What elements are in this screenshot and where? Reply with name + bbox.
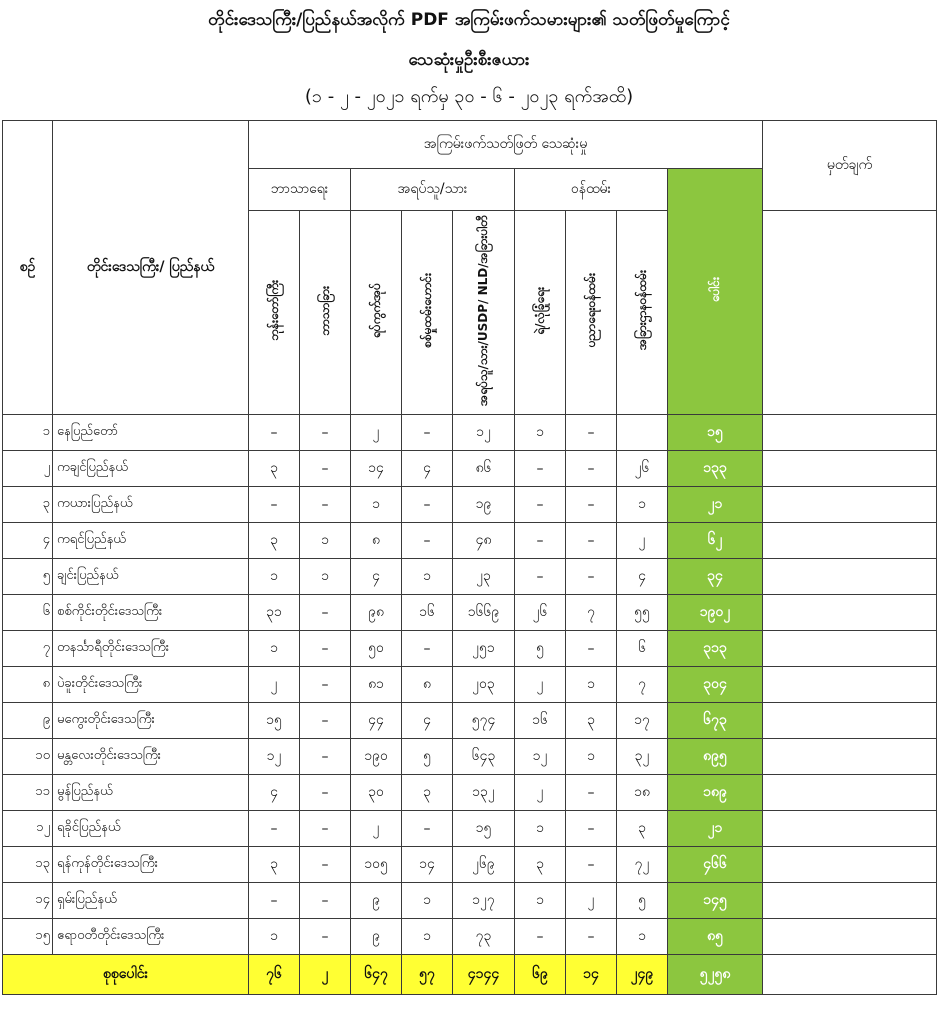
row-region: ဧရာဝတီတိုင်းဒေသကြီး xyxy=(53,919,249,955)
row-number: ၁၃ xyxy=(3,847,53,883)
row-remarks-cell xyxy=(763,667,937,703)
total-cell: ၇၆ xyxy=(249,955,300,995)
row-number: ၉ xyxy=(3,703,53,739)
row-remarks-cell xyxy=(763,451,937,487)
row-remarks-cell xyxy=(763,415,937,451)
row-value-cell: ၃ xyxy=(617,811,668,847)
row-remarks-cell xyxy=(763,883,937,919)
total-cell: ၆၄၇ xyxy=(351,955,402,995)
row-remarks-cell xyxy=(763,919,937,955)
row-value-cell: – xyxy=(249,487,300,523)
row-value-cell: – xyxy=(566,631,617,667)
row-value-cell: ၁ xyxy=(402,883,453,919)
title-line-1: တိုင်းဒေသကြီး/ပြည်နယ်အလိုက် PDF အကြမ်းဖက်သမားများ၏ သတ်ဖြတ်မှုကြောင့် xyxy=(208,10,730,30)
header-col-total-label: ပေါင်း xyxy=(707,276,722,303)
row-value-cell: ၇ xyxy=(617,667,668,703)
row-number: ၇ xyxy=(3,631,53,667)
row-value-cell: – xyxy=(515,451,566,487)
row-value-cell: – xyxy=(300,811,351,847)
row-remarks-cell xyxy=(763,631,937,667)
row-value-cell: – xyxy=(515,919,566,955)
row-value-cell: ၄ xyxy=(402,451,453,487)
header-col-other-religion: ဘာသာခြား xyxy=(300,211,351,415)
row-value-cell: ၂၆ xyxy=(515,595,566,631)
row-value-cell: ၁၉၀ xyxy=(351,739,402,775)
row-value-cell: ၁ xyxy=(515,811,566,847)
row-value-cell: ၁ xyxy=(515,415,566,451)
row-value-cell: ၃၁ xyxy=(249,595,300,631)
row-value-cell: – xyxy=(249,883,300,919)
row-region: နေပြည်တော် xyxy=(53,415,249,451)
row-value-cell: – xyxy=(300,919,351,955)
row-value-cell: ၁ xyxy=(617,487,668,523)
row-value-cell: ၁ xyxy=(617,919,668,955)
row-value-cell: – xyxy=(566,919,617,955)
row-value-cell: ၁ xyxy=(249,919,300,955)
row-value-cell: ၂၅၁ xyxy=(453,631,515,667)
table-row xyxy=(3,451,937,487)
row-value-cell: ၂ xyxy=(566,883,617,919)
row-value-cell: – xyxy=(249,811,300,847)
row-value-cell: ၅၅ xyxy=(617,595,668,631)
row-value-cell: – xyxy=(300,451,351,487)
row-value-cell: ၂ xyxy=(249,667,300,703)
table-row xyxy=(3,667,937,703)
row-total-cell: ၄၆၆ xyxy=(668,847,763,883)
row-remarks-cell xyxy=(763,775,937,811)
row-value-cell: – xyxy=(300,703,351,739)
row-value-cell: – xyxy=(566,811,617,847)
row-value-cell: ၁၈ xyxy=(617,775,668,811)
row-value-cell: ၅ xyxy=(402,739,453,775)
table-row xyxy=(3,847,937,883)
row-number: ၂ xyxy=(3,451,53,487)
row-value-cell: ၂၀၃ xyxy=(453,667,515,703)
row-value-cell: ၇၃ xyxy=(453,919,515,955)
table-row xyxy=(3,523,937,559)
header-col-veteran: စစ်မှုထမ်းဟောင်း xyxy=(402,211,453,415)
row-number: ၁၁ xyxy=(3,775,53,811)
total-cell: ၆၉ xyxy=(515,955,566,995)
row-value-cell: ၃ xyxy=(402,775,453,811)
title-line-2: သေဆုံးမှုဦးစီးဇယား xyxy=(408,50,530,70)
row-value-cell: ၄ xyxy=(402,703,453,739)
table-row xyxy=(3,811,937,847)
grand-total-cell: ၅၂၅၈ xyxy=(668,955,763,995)
row-value-cell: – xyxy=(566,559,617,595)
total-label: စုစုပေါင်း xyxy=(3,955,249,995)
row-value-cell: ၉ xyxy=(351,919,402,955)
row-value-cell: – xyxy=(300,415,351,451)
header-main-group: အကြမ်းဖက်သတ်ဖြတ် သေဆုံးမှု xyxy=(249,121,763,169)
row-value-cell: – xyxy=(300,739,351,775)
casualty-table xyxy=(2,120,937,995)
header-col-education: ပညာရေးဝန်ထမ်း xyxy=(566,211,617,415)
row-total-cell: ၁၅ xyxy=(668,415,763,451)
row-region: မွန်ပြည်နယ် xyxy=(53,775,249,811)
row-region: ကယားပြည်နယ် xyxy=(53,487,249,523)
row-value-cell: ၄၄ xyxy=(351,703,402,739)
row-value-cell: ၆ xyxy=(617,631,668,667)
row-value-cell: ၁၅ xyxy=(249,703,300,739)
row-value-cell: – xyxy=(515,559,566,595)
row-value-cell: ၁ xyxy=(249,559,300,595)
row-value-cell: ၁၇ xyxy=(617,703,668,739)
row-value-cell: ၁၂ xyxy=(249,739,300,775)
row-remarks-cell xyxy=(763,703,937,739)
table-row xyxy=(3,775,937,811)
row-value-cell: – xyxy=(300,631,351,667)
row-total-cell: ၁၄၅ xyxy=(668,883,763,919)
row-value-cell: ၃ xyxy=(249,847,300,883)
row-value-cell: ၁ xyxy=(566,667,617,703)
row-value-cell: – xyxy=(300,847,351,883)
row-value-cell: – xyxy=(566,415,617,451)
row-total-cell: ၁၃၃ xyxy=(668,451,763,487)
header-col-monk: ဘုန်းတော်ကြီး xyxy=(249,211,300,415)
row-value-cell: ၁ xyxy=(566,739,617,775)
row-value-cell: ၅ xyxy=(617,883,668,919)
header-col-other-staff: အခြားဌာနဝန်ထမ်း xyxy=(617,211,668,415)
row-value-cell: ၁ xyxy=(300,523,351,559)
row-value-cell: ၂ xyxy=(515,667,566,703)
row-total-cell: ၆၂ xyxy=(668,523,763,559)
row-region: မကွေးတိုင်းဒေသကြီး xyxy=(53,703,249,739)
row-value-cell: ၁ xyxy=(300,559,351,595)
row-value-cell: ၁၄ xyxy=(402,847,453,883)
row-value-cell: ၁၆ xyxy=(515,703,566,739)
row-value-cell: – xyxy=(566,847,617,883)
row-value-cell: ၂ xyxy=(515,775,566,811)
row-value-cell: ၃ xyxy=(249,523,300,559)
row-value-cell: ၇ xyxy=(566,595,617,631)
row-value-cell: ၄၈ xyxy=(453,523,515,559)
row-value-cell: ၃၀ xyxy=(351,775,402,811)
table-row xyxy=(3,883,937,919)
row-value-cell: ၅၇၄ xyxy=(453,703,515,739)
row-value-cell: – xyxy=(566,451,617,487)
row-value-cell: ၁ xyxy=(351,487,402,523)
total-row xyxy=(3,955,937,995)
total-cell: ၁၄ xyxy=(566,955,617,995)
row-remarks-cell xyxy=(763,811,937,847)
row-total-cell: ၈၉၅ xyxy=(668,739,763,775)
row-value-cell: ၄ xyxy=(617,559,668,595)
row-region: ရှမ်းပြည်နယ် xyxy=(53,883,249,919)
row-remarks-cell xyxy=(763,523,937,559)
total-cell: ၄၁၄၄ xyxy=(453,955,515,995)
row-value-cell: ၃ xyxy=(249,451,300,487)
row-value-cell: ၁၉ xyxy=(453,487,515,523)
row-value-cell: ၉၈ xyxy=(351,595,402,631)
table-row xyxy=(3,595,937,631)
row-value-cell: – xyxy=(249,415,300,451)
row-value-cell xyxy=(617,415,668,451)
row-value-cell: ၃ xyxy=(515,847,566,883)
row-number: ၅ xyxy=(3,559,53,595)
row-value-cell: – xyxy=(300,883,351,919)
row-value-cell: ၁၂၇ xyxy=(453,883,515,919)
row-value-cell: ၂၃ xyxy=(453,559,515,595)
document-title xyxy=(0,0,938,118)
table-row xyxy=(3,559,937,595)
table-row xyxy=(3,415,937,451)
row-value-cell: ၁ xyxy=(402,559,453,595)
row-value-cell: – xyxy=(402,811,453,847)
row-region: တနင်္သာရီတိုင်းဒေသကြီး xyxy=(53,631,249,667)
row-total-cell: ၂၁ xyxy=(668,487,763,523)
row-value-cell: – xyxy=(566,775,617,811)
row-region: မန္တလေးတိုင်းဒေသကြီး xyxy=(53,739,249,775)
row-value-cell: ၉ xyxy=(351,883,402,919)
table-row xyxy=(3,487,937,523)
row-value-cell: ၁၆ xyxy=(402,595,453,631)
table-row xyxy=(3,703,937,739)
row-total-cell: ၁၉၀၂ xyxy=(668,595,763,631)
row-number: ၁၂ xyxy=(3,811,53,847)
header-group-religious: ဘာသာရေး xyxy=(249,169,351,211)
table-row xyxy=(3,919,937,955)
table-row xyxy=(3,739,937,775)
row-number: ၃ xyxy=(3,487,53,523)
total-remarks-cell xyxy=(763,955,937,995)
row-value-cell: ၁ xyxy=(515,883,566,919)
row-value-cell: ၃ xyxy=(566,703,617,739)
row-number: ၄ xyxy=(3,523,53,559)
row-number: ၁၅ xyxy=(3,919,53,955)
row-region: ရန်ကုန်တိုင်းဒေသကြီး xyxy=(53,847,249,883)
table-body xyxy=(3,415,937,955)
row-value-cell: ၂ xyxy=(617,523,668,559)
row-value-cell: ၆၄၃ xyxy=(453,739,515,775)
row-value-cell: – xyxy=(566,487,617,523)
header-col-police: ရဲ/လုံခြုံရေး xyxy=(515,211,566,415)
row-value-cell: ၈ xyxy=(402,667,453,703)
row-value-cell: ၁ xyxy=(402,919,453,955)
row-total-cell: ၂၁ xyxy=(668,811,763,847)
row-remarks-cell xyxy=(763,595,937,631)
row-value-cell: ၁၆၆၉ xyxy=(453,595,515,631)
row-remarks-cell xyxy=(763,487,937,523)
total-cell: ၂၄၉ xyxy=(617,955,668,995)
row-number: ၁ xyxy=(3,415,53,451)
row-number: ၈ xyxy=(3,667,53,703)
row-total-cell: ၆၇၃ xyxy=(668,703,763,739)
row-total-cell: ၃၁၃ xyxy=(668,631,763,667)
row-value-cell: – xyxy=(300,487,351,523)
row-value-cell: – xyxy=(515,523,566,559)
row-value-cell: ၅ xyxy=(515,631,566,667)
row-value-cell: – xyxy=(402,631,453,667)
row-value-cell: – xyxy=(515,487,566,523)
row-remarks-cell xyxy=(763,739,937,775)
table-row xyxy=(3,631,937,667)
row-remarks-cell xyxy=(763,559,937,595)
row-value-cell: ၂ xyxy=(351,811,402,847)
header-col-total xyxy=(668,169,763,415)
header-group-staff: ဝန်ထမ်း xyxy=(515,169,668,211)
row-total-cell: ၃၀၄ xyxy=(668,667,763,703)
row-value-cell: ၂၆ xyxy=(617,451,668,487)
row-value-cell: ၄ xyxy=(249,775,300,811)
row-total-cell: ၈၅ xyxy=(668,919,763,955)
header-remarks-body xyxy=(763,211,937,415)
row-value-cell: ၁၄ xyxy=(351,451,402,487)
row-number: ၁၄ xyxy=(3,883,53,919)
row-region: ပဲခူးတိုင်းဒေသကြီး xyxy=(53,667,249,703)
row-value-cell: ၁၃၂ xyxy=(453,775,515,811)
row-number: ၆ xyxy=(3,595,53,631)
row-total-cell: ၃၄ xyxy=(668,559,763,595)
row-value-cell: ၂ xyxy=(351,415,402,451)
row-value-cell: ၇၂ xyxy=(617,847,668,883)
row-region: ကရင်ပြည်နယ် xyxy=(53,523,249,559)
header-col-civilian: အရပ်သူ/သား/USDP/ NLD/အခြားပါတီ xyxy=(453,211,515,415)
row-value-cell: – xyxy=(402,523,453,559)
row-value-cell: ၁၂ xyxy=(515,739,566,775)
row-region: ချင်းပြည်နယ် xyxy=(53,559,249,595)
row-region: ရခိုင်ပြည်နယ် xyxy=(53,811,249,847)
row-remarks-cell xyxy=(763,847,937,883)
header-group-civilian: အရပ်သူ/သား xyxy=(351,169,515,211)
row-total-cell: ၁၈၉ xyxy=(668,775,763,811)
row-value-cell: ၅၀ xyxy=(351,631,402,667)
row-value-cell: – xyxy=(566,523,617,559)
total-cell: ၅၇ xyxy=(402,955,453,995)
row-value-cell: – xyxy=(402,487,453,523)
row-value-cell: – xyxy=(402,415,453,451)
row-value-cell: ၈ xyxy=(351,523,402,559)
row-value-cell: ၈၆ xyxy=(453,451,515,487)
row-value-cell: ၁ xyxy=(249,631,300,667)
row-value-cell: ၁၅ xyxy=(453,811,515,847)
row-value-cell: – xyxy=(300,595,351,631)
row-value-cell: ၈၁ xyxy=(351,667,402,703)
header-no: စဉ် xyxy=(3,121,53,415)
row-number: ၁၀ xyxy=(3,739,53,775)
row-value-cell: – xyxy=(300,667,351,703)
row-value-cell: ၄ xyxy=(351,559,402,595)
total-cell: ၂ xyxy=(300,955,351,995)
row-region: စစ်ကိုင်းတိုင်းဒေသကြီး xyxy=(53,595,249,631)
header-region: တိုင်းဒေသကြီး/ ပြည်နယ် xyxy=(53,121,249,415)
title-date-range: (၁ - ၂ - ၂၀၂၁ ရက်မှ ၃၀ - ၆ - ၂၀၂၃ ရက်အထိ) xyxy=(304,86,634,107)
header-col-ward-admin: ရပ်ကွက်အုပ် xyxy=(351,211,402,415)
row-value-cell: – xyxy=(300,775,351,811)
row-value-cell: ၂၆၉ xyxy=(453,847,515,883)
row-region: ကချင်ပြည်နယ် xyxy=(53,451,249,487)
header-remarks: မှတ်ချက် xyxy=(763,121,937,211)
row-value-cell: ၁၀၅ xyxy=(351,847,402,883)
row-value-cell: ၃၂ xyxy=(617,739,668,775)
row-value-cell: ၁၂ xyxy=(453,415,515,451)
